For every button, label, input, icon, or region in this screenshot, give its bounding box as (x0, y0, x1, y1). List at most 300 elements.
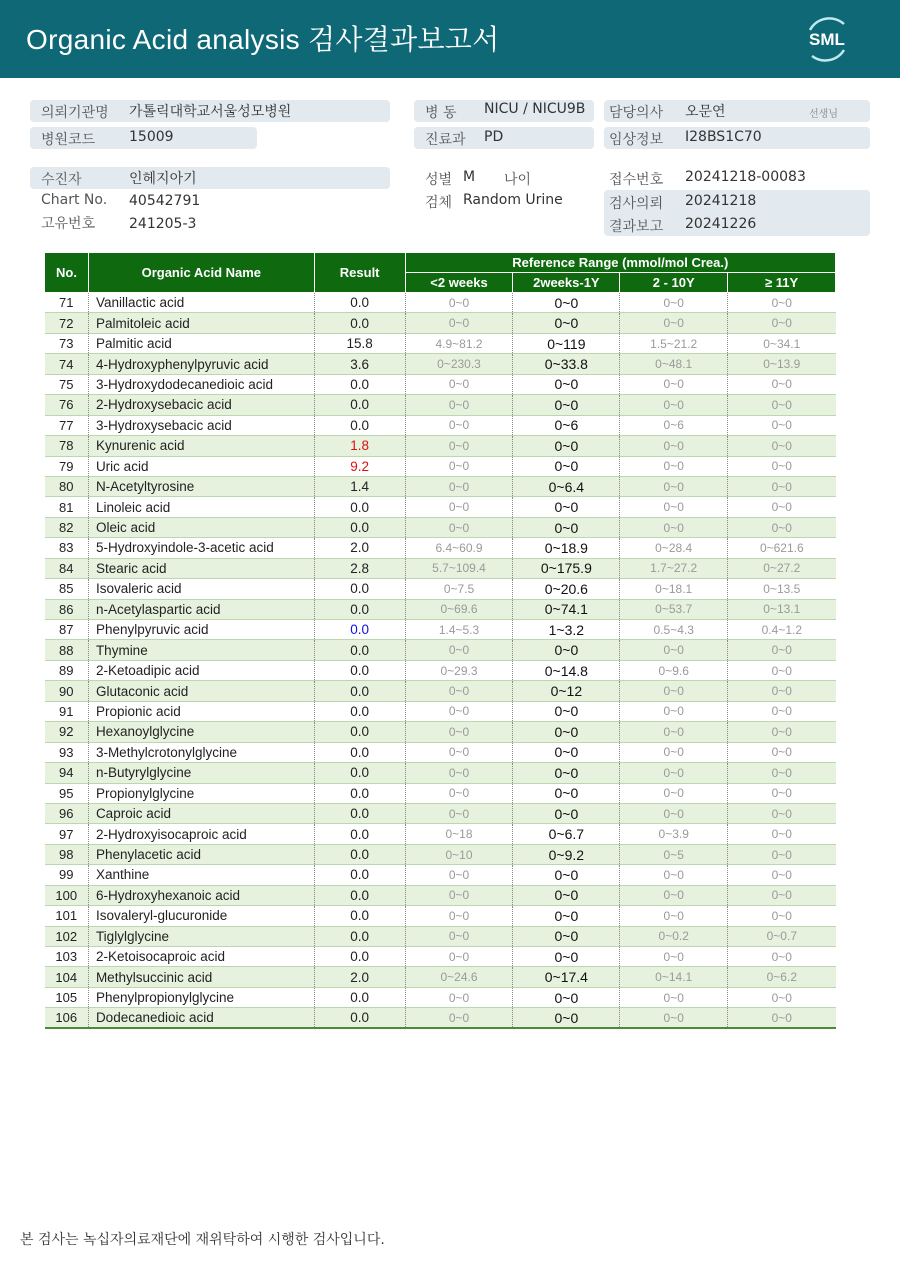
result-value: 0.0 (314, 497, 405, 517)
table-row (45, 579, 836, 599)
ref-2weeks-1y: 0~17.4 (513, 967, 620, 987)
result-value: 2.0 (314, 967, 405, 987)
ref-under-2-weeks: 0~0 (405, 987, 513, 1007)
ref-2weeks-1y: 0~0 (513, 947, 620, 967)
table-row (45, 497, 836, 517)
acid-name: 2-Hydroxyisocaproic acid (88, 824, 314, 844)
hospital-value: 가톨릭대학교서울성모병원 (129, 104, 292, 120)
ref-11y-plus: 0~0 (728, 783, 836, 803)
acid-name: Kynurenic acid (88, 436, 314, 456)
ref-under-2-weeks: 0~24.6 (405, 967, 513, 987)
acid-name: Isovaleric acid (88, 579, 314, 599)
acid-name: 2-Hydroxysebacic acid (88, 395, 314, 415)
table-row (45, 803, 836, 823)
ref-2weeks-1y: 0~9.2 (513, 844, 620, 864)
acid-name: 4-Hydroxyphenylpyruvic acid (88, 354, 314, 374)
ref-2-10y: 0~0 (620, 803, 728, 823)
ref-11y-plus: 0~13.1 (728, 599, 836, 619)
clinical-value: I28BS1C70 (685, 129, 762, 145)
row-no: 104 (45, 967, 89, 987)
ref-11y-plus: 0~0 (728, 415, 836, 435)
result-value: 0.0 (314, 783, 405, 803)
result-value: 1.4 (314, 476, 405, 496)
result-value: 0.0 (314, 947, 405, 967)
ref-under-2-weeks: 0~0 (405, 803, 513, 823)
ref-11y-plus: 0~0 (728, 436, 836, 456)
ref-2-10y: 0~0 (620, 947, 728, 967)
ref-under-2-weeks: 0~29.3 (405, 660, 513, 680)
results-table (44, 252, 836, 1029)
ref-11y-plus: 0~0 (728, 313, 836, 333)
ref-2-10y: 1.7~27.2 (620, 558, 728, 578)
ref-2weeks-1y: 0~14.8 (513, 660, 620, 680)
ref-2weeks-1y: 0~18.9 (513, 538, 620, 558)
acid-name: Tiglylglycine (88, 926, 314, 946)
ref-2-10y: 0~28.4 (620, 538, 728, 558)
ward-label: 병 동 (425, 105, 457, 121)
ref-2-10y: 0~0 (620, 476, 728, 496)
ref-under-2-weeks: 0~0 (405, 926, 513, 946)
ref-2-10y: 0~0 (620, 517, 728, 537)
header-2-10y: 2 - 10Y (620, 273, 728, 293)
ref-2weeks-1y: 0~0 (513, 395, 620, 415)
table-row (45, 599, 836, 619)
ref-2weeks-1y: 0~0 (513, 803, 620, 823)
acid-name: 2-Ketoadipic acid (88, 660, 314, 680)
ref-11y-plus: 0~0 (728, 844, 836, 864)
ref-under-2-weeks: 6.4~60.9 (405, 538, 513, 558)
ref-2weeks-1y: 0~0 (513, 313, 620, 333)
header-reference-range: Reference Range (mmol/mol Crea.) (405, 253, 835, 273)
acid-name: Thymine (88, 640, 314, 660)
title-bar (0, 0, 900, 78)
sex-label: 성별 (425, 172, 453, 188)
row-no: 91 (45, 701, 89, 721)
unique-value: 241205-3 (129, 216, 197, 232)
ref-11y-plus: 0~0 (728, 517, 836, 537)
ref-under-2-weeks: 0~230.3 (405, 354, 513, 374)
ref-2weeks-1y: 0~0 (513, 885, 620, 905)
ref-under-2-weeks: 0~0 (405, 374, 513, 394)
ref-2weeks-1y: 0~0 (513, 783, 620, 803)
result-value: 15.8 (314, 333, 405, 353)
table-row (45, 783, 836, 803)
table-row (45, 1008, 836, 1028)
ref-2weeks-1y: 0~0 (513, 742, 620, 762)
ref-11y-plus: 0~0 (728, 293, 836, 313)
acid-name: Propionic acid (88, 701, 314, 721)
ref-2-10y: 0~0 (620, 681, 728, 701)
ref-11y-plus: 0~0 (728, 947, 836, 967)
result-value: 0.0 (314, 803, 405, 823)
acid-name: Isovaleryl-glucuronide (88, 906, 314, 926)
table-row (45, 395, 836, 415)
row-no: 106 (45, 1008, 89, 1028)
table-row (45, 906, 836, 926)
ref-under-2-weeks: 0~0 (405, 436, 513, 456)
table-row (45, 844, 836, 864)
acid-name: Caproic acid (88, 803, 314, 823)
result-value: 0.0 (314, 926, 405, 946)
row-no: 86 (45, 599, 89, 619)
table-row (45, 824, 836, 844)
ref-2-10y: 0~0 (620, 865, 728, 885)
ref-2weeks-1y: 0~119 (513, 333, 620, 353)
result-value: 0.0 (314, 681, 405, 701)
ref-2weeks-1y: 0~0 (513, 763, 620, 783)
row-no: 84 (45, 558, 89, 578)
acid-name: Palmitic acid (88, 333, 314, 353)
result-value: 0.0 (314, 374, 405, 394)
ref-under-2-weeks: 0~69.6 (405, 599, 513, 619)
acid-name: 3-Hydroxysebacic acid (88, 415, 314, 435)
result-value: 0.0 (314, 517, 405, 537)
row-no: 92 (45, 722, 89, 742)
ref-2weeks-1y: 0~74.1 (513, 599, 620, 619)
ref-11y-plus: 0~0 (728, 1008, 836, 1028)
header-no: No. (45, 253, 89, 293)
ref-2-10y: 0~53.7 (620, 599, 728, 619)
ref-11y-plus: 0~0 (728, 987, 836, 1007)
row-no: 81 (45, 497, 89, 517)
result-value: 0.0 (314, 865, 405, 885)
acid-name: Phenylpropionylglycine (88, 987, 314, 1007)
ref-2-10y: 0~0 (620, 640, 728, 660)
ref-under-2-weeks: 0~0 (405, 395, 513, 415)
acid-name: Vanillactic acid (88, 293, 314, 313)
ref-11y-plus: 0~0 (728, 885, 836, 905)
ref-under-2-weeks: 0~0 (405, 701, 513, 721)
ref-11y-plus: 0~0 (728, 722, 836, 742)
row-no: 77 (45, 415, 89, 435)
acid-name: 6-Hydroxyhexanoic acid (88, 885, 314, 905)
ref-11y-plus: 0~0 (728, 476, 836, 496)
ref-2weeks-1y: 0~6.7 (513, 824, 620, 844)
ref-under-2-weeks: 0~0 (405, 1008, 513, 1028)
header-2weeks-1y: 2weeks-1Y (513, 273, 620, 293)
row-no: 89 (45, 660, 89, 680)
result-value: 0.0 (314, 660, 405, 680)
age-label: 나이 (504, 172, 532, 188)
row-no: 85 (45, 579, 89, 599)
header-name: Organic Acid Name (88, 253, 314, 293)
result-value: 0.0 (314, 742, 405, 762)
ref-2weeks-1y: 0~0 (513, 1008, 620, 1028)
ref-11y-plus: 0~0 (728, 742, 836, 762)
ref-under-2-weeks: 0~0 (405, 742, 513, 762)
ref-under-2-weeks: 0~0 (405, 865, 513, 885)
row-no: 100 (45, 885, 89, 905)
patient-label: 수진자 (41, 172, 82, 188)
ref-2weeks-1y: 0~6.4 (513, 476, 620, 496)
table-row (45, 538, 836, 558)
doctor-suffix: 선생님 (809, 109, 838, 120)
acid-name: Dodecanedioic acid (88, 1008, 314, 1028)
ref-11y-plus: 0~34.1 (728, 333, 836, 353)
ref-2-10y: 0~0 (620, 497, 728, 517)
ref-11y-plus: 0.4~1.2 (728, 620, 836, 640)
ref-2weeks-1y: 0~0 (513, 640, 620, 660)
ref-2-10y: 0~0 (620, 395, 728, 415)
row-no: 72 (45, 313, 89, 333)
ref-2weeks-1y: 0~0 (513, 926, 620, 946)
row-no: 90 (45, 681, 89, 701)
ref-11y-plus: 0~0 (728, 865, 836, 885)
row-no: 96 (45, 803, 89, 823)
result-value: 0.0 (314, 293, 405, 313)
table-row (45, 620, 836, 640)
acid-name: Oleic acid (88, 517, 314, 537)
ref-11y-plus: 0~621.6 (728, 538, 836, 558)
result-value: 2.0 (314, 538, 405, 558)
result-value: 0.0 (314, 313, 405, 333)
table-row (45, 436, 836, 456)
acid-name: Phenylpyruvic acid (88, 620, 314, 640)
ref-2weeks-1y: 0~33.8 (513, 354, 620, 374)
result-value: 0.0 (314, 1008, 405, 1028)
ref-2-10y: 0~0 (620, 885, 728, 905)
row-no: 98 (45, 844, 89, 864)
ref-11y-plus: 0~0 (728, 497, 836, 517)
ref-under-2-weeks: 0~0 (405, 313, 513, 333)
result-value: 0.0 (314, 722, 405, 742)
result-value: 0.0 (314, 844, 405, 864)
doctor-value: 오문연 (685, 104, 726, 120)
result-value: 0.0 (314, 701, 405, 721)
acid-name: 3-Methylcrotonylglycine (88, 742, 314, 762)
row-no: 105 (45, 987, 89, 1007)
result-value: 1.8 (314, 436, 405, 456)
chart-label: Chart No. (41, 192, 108, 208)
ward-value: NICU / NICU9B (484, 101, 586, 117)
acid-name: Methylsuccinic acid (88, 967, 314, 987)
table-row (45, 374, 836, 394)
row-no: 103 (45, 947, 89, 967)
acid-name: 3-Hydroxydodecanedioic acid (88, 374, 314, 394)
table-row (45, 415, 836, 435)
table-row (45, 681, 836, 701)
ref-under-2-weeks: 0~0 (405, 947, 513, 967)
ref-2-10y: 1.5~21.2 (620, 333, 728, 353)
ref-2-10y: 0~0 (620, 722, 728, 742)
ref-under-2-weeks: 0~0 (405, 681, 513, 701)
table-row (45, 967, 836, 987)
row-no: 76 (45, 395, 89, 415)
header-under-2-weeks: <2 weeks (405, 273, 513, 293)
ref-2weeks-1y: 0~0 (513, 722, 620, 742)
code-value: 15009 (129, 129, 174, 145)
acid-name: Uric acid (88, 456, 314, 476)
code-label: 병원코드 (41, 132, 96, 148)
ref-2-10y: 0~48.1 (620, 354, 728, 374)
ref-under-2-weeks: 0~0 (405, 783, 513, 803)
ref-11y-plus: 0~0.7 (728, 926, 836, 946)
result-value: 0.0 (314, 640, 405, 660)
acid-name: Xanthine (88, 865, 314, 885)
request-value: 20241218 (685, 193, 757, 209)
result-value: 2.8 (314, 558, 405, 578)
ref-2-10y: 0~14.1 (620, 967, 728, 987)
row-no: 73 (45, 333, 89, 353)
ref-2weeks-1y: 0~0 (513, 865, 620, 885)
ref-2-10y: 0~0 (620, 374, 728, 394)
table-row (45, 660, 836, 680)
specimen-label: 검체 (425, 195, 453, 211)
acid-name: 5-Hydroxyindole-3-acetic acid (88, 538, 314, 558)
ref-2weeks-1y: 0~0 (513, 456, 620, 476)
ref-11y-plus: 0~0 (728, 395, 836, 415)
ref-2-10y: 0~0 (620, 763, 728, 783)
ref-2-10y: 0~0 (620, 701, 728, 721)
ref-under-2-weeks: 0~18 (405, 824, 513, 844)
dept-label: 진료과 (425, 132, 466, 148)
ref-under-2-weeks: 0~0 (405, 722, 513, 742)
ref-2weeks-1y: 0~0 (513, 987, 620, 1007)
row-no: 78 (45, 436, 89, 456)
ref-11y-plus: 0~27.2 (728, 558, 836, 578)
row-no: 88 (45, 640, 89, 660)
ref-2-10y: 0~0 (620, 456, 728, 476)
ref-2weeks-1y: 0~175.9 (513, 558, 620, 578)
ref-2weeks-1y: 0~0 (513, 497, 620, 517)
row-no: 99 (45, 865, 89, 885)
ref-2-10y: 0~0 (620, 313, 728, 333)
table-row (45, 476, 836, 496)
acid-name: n-Acetylaspartic acid (88, 599, 314, 619)
ref-under-2-weeks: 0~0 (405, 415, 513, 435)
report-value: 20241226 (685, 216, 757, 232)
ref-2weeks-1y: 0~0 (513, 374, 620, 394)
doctor-label: 담당의사 (609, 105, 664, 121)
unique-label: 고유번호 (41, 216, 96, 232)
ref-under-2-weeks: 5.7~109.4 (405, 558, 513, 578)
svg-text:SML: SML (809, 30, 845, 49)
result-value: 0.0 (314, 885, 405, 905)
table-row (45, 865, 836, 885)
ref-2-10y: 0~0 (620, 293, 728, 313)
ref-11y-plus: 0~6.2 (728, 967, 836, 987)
ref-2weeks-1y: 1~3.2 (513, 620, 620, 640)
acid-name: N-Acetyltyrosine (88, 476, 314, 496)
ref-under-2-weeks: 0~0 (405, 517, 513, 537)
row-no: 93 (45, 742, 89, 762)
acid-name: Phenylacetic acid (88, 844, 314, 864)
ref-under-2-weeks: 0~10 (405, 844, 513, 864)
report-label: 결과보고 (609, 219, 664, 235)
result-value: 0.0 (314, 395, 405, 415)
ref-2-10y: 0~6 (620, 415, 728, 435)
acid-name: Hexanoylglycine (88, 722, 314, 742)
ref-11y-plus: 0~13.5 (728, 579, 836, 599)
table-row (45, 313, 836, 333)
specimen-value: Random Urine (463, 192, 563, 208)
table-row (45, 885, 836, 905)
ref-under-2-weeks: 0~0 (405, 476, 513, 496)
result-value: 0.0 (314, 599, 405, 619)
ref-11y-plus: 0~0 (728, 374, 836, 394)
ref-2weeks-1y: 0~0 (513, 906, 620, 926)
acid-name: 2-Ketoisocaproic acid (88, 947, 314, 967)
header-11y-plus: ≥ 11Y (728, 273, 836, 293)
ref-2weeks-1y: 0~0 (513, 701, 620, 721)
ref-2weeks-1y: 0~6 (513, 415, 620, 435)
table-row (45, 640, 836, 660)
row-no: 94 (45, 763, 89, 783)
ref-2-10y: 0~0 (620, 987, 728, 1007)
table-row (45, 517, 836, 537)
acid-name: Stearic acid (88, 558, 314, 578)
hospital-label: 의뢰기관명 (41, 105, 109, 121)
table-row (45, 742, 836, 762)
ref-2weeks-1y: 0~20.6 (513, 579, 620, 599)
ref-under-2-weeks: 1.4~5.3 (405, 620, 513, 640)
ref-11y-plus: 0~0 (728, 763, 836, 783)
sex-value: M (463, 169, 476, 185)
header-result: Result (314, 253, 405, 293)
clinical-label: 임상정보 (609, 132, 664, 148)
row-no: 101 (45, 906, 89, 926)
table-row (45, 333, 836, 353)
row-no: 97 (45, 824, 89, 844)
ref-2weeks-1y: 0~0 (513, 293, 620, 313)
result-value: 0.0 (314, 987, 405, 1007)
table-row (45, 722, 836, 742)
ref-under-2-weeks: 0~0 (405, 763, 513, 783)
row-no: 95 (45, 783, 89, 803)
row-no: 83 (45, 538, 89, 558)
ref-2-10y: 0~18.1 (620, 579, 728, 599)
acid-name: Linoleic acid (88, 497, 314, 517)
result-value: 0.0 (314, 906, 405, 926)
acid-name: Propionylglycine (88, 783, 314, 803)
ref-2-10y: 0~0 (620, 783, 728, 803)
ref-11y-plus: 0~0 (728, 640, 836, 660)
table-row (45, 763, 836, 783)
ref-2-10y: 0~0 (620, 906, 728, 926)
result-value: 3.6 (314, 354, 405, 374)
table-row (45, 947, 836, 967)
ref-under-2-weeks: 0~7.5 (405, 579, 513, 599)
receipt-label: 접수번호 (609, 172, 664, 188)
report-title: Organic Acid analysis 검사결과보고서 (26, 24, 500, 55)
ref-11y-plus: 0~0 (728, 824, 836, 844)
row-no: 71 (45, 293, 89, 313)
table-row (45, 701, 836, 721)
ref-2-10y: 0~0 (620, 742, 728, 762)
ref-2weeks-1y: 0~0 (513, 517, 620, 537)
table-row (45, 558, 836, 578)
ref-2-10y: 0~0 (620, 436, 728, 456)
sml-logo (800, 12, 854, 66)
request-label: 검사의뢰 (609, 196, 664, 212)
result-value: 0.0 (314, 824, 405, 844)
ref-under-2-weeks: 4.9~81.2 (405, 333, 513, 353)
ref-under-2-weeks: 0~0 (405, 885, 513, 905)
ref-2-10y: 0~5 (620, 844, 728, 864)
ref-2weeks-1y: 0~12 (513, 681, 620, 701)
ref-under-2-weeks: 0~0 (405, 497, 513, 517)
ref-under-2-weeks: 0~0 (405, 293, 513, 313)
dept-value: PD (484, 129, 504, 145)
ref-11y-plus: 0~0 (728, 803, 836, 823)
result-value: 0.0 (314, 415, 405, 435)
ref-11y-plus: 0~13.9 (728, 354, 836, 374)
ref-under-2-weeks: 0~0 (405, 906, 513, 926)
row-no: 80 (45, 476, 89, 496)
row-no: 82 (45, 517, 89, 537)
ref-under-2-weeks: 0~0 (405, 640, 513, 660)
ref-2-10y: 0~0.2 (620, 926, 728, 946)
